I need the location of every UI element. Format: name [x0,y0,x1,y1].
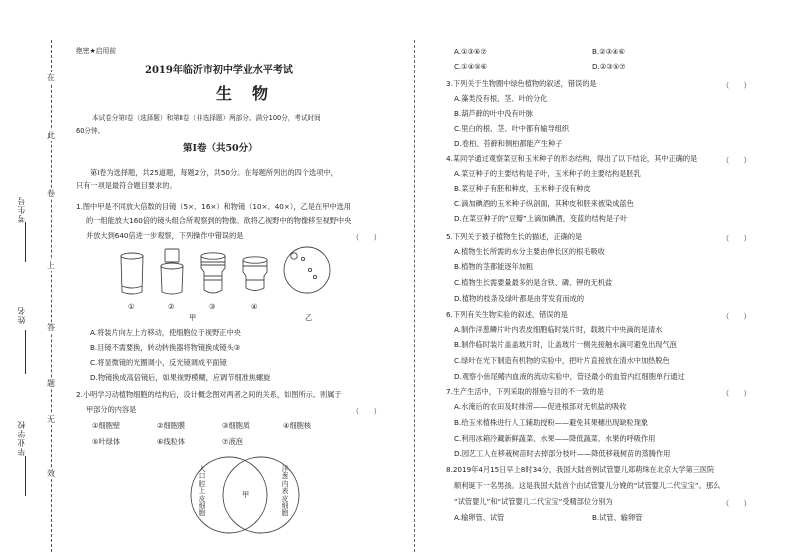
figure-label-yi: 乙 [305,313,313,322]
field-line-school[interactable] [25,456,26,496]
instructions-line-2: 60分钟。 [76,127,105,135]
q6-stem: 6.下列有关生物实验的叙述，错误的是 [446,310,568,319]
lens-number-1: ① [128,302,135,311]
q4-stem: 4.某同学通过观察菜豆和玉米种子的形态结构，得出了以下结论，其中正确的是 [446,154,698,163]
q1-option-d: D.物镜换成高倍镜后，如果视野模糊，应调节细准焦螺旋 [90,373,271,382]
section-intro-1: 第Ⅰ卷为选择题，共25道题，每题2分，共50分。在每题所列出的四个选项中， [90,168,338,177]
q3-option-b: B.葫芦藓的叶中没有叶脉 [454,109,534,118]
q8-line-3: “试管婴儿”和“试管婴儿二代宝宝”受精部位分别为 [454,497,613,506]
field-line-name[interactable] [25,330,26,374]
q1-answer-paren[interactable]: （ ） [352,233,381,242]
secret-mark: 绝密★启用前 [76,47,117,55]
q8-answer-paren[interactable]: （ ） [722,499,751,508]
field-line-exam-number[interactable] [25,222,26,262]
q3-option-c: C.里白的根、茎、叶中都有输导组织 [454,124,570,133]
q1-line-2: 的一组能放大160倍的镜头组合所观察到的物像。欲将乙视野中的物像移至视野中央 [86,216,352,225]
q1-option-a: A.将装片向左上方移动，使细胞位于视野正中央 [90,328,241,337]
venn-left-label: 人口腔上皮细胞 [198,465,206,518]
q7-option-c: C.利用冰箱冷藏新鲜蔬菜、水果——降低蔬菜、水果的呼吸作用 [454,434,656,443]
binding-char: 效 [44,468,58,479]
prev-option-a: A.①③⑥⑦ [454,47,487,56]
prev-option-d: D.②③⑤⑦ [592,62,626,71]
q8-option-b: B.试管、输卵管 [592,513,643,522]
q7-answer-paren[interactable]: （ ） [722,389,751,398]
q4-option-d: D.在菜豆种子的“豆瓣”上滴加碘酒，变蓝的结构是子叶 [454,214,628,223]
q2-item-4: ④细胞核 [283,421,312,430]
microscope-lens-figure [110,246,360,318]
binding-char: 卷 [44,188,58,199]
q2-item-1: ①细胞壁 [92,421,121,430]
q7-option-b: B.给玉米植株进行人工辅助授粉——避免其果穗出现缺粒现象 [454,418,649,427]
q5-option-b: B.植物的茎都能逐年加粗 [454,262,534,271]
binding-char: 在 [44,72,58,83]
binding-char: 答 [44,322,58,333]
q5-option-c: C.植物生长需要量最多的是含铁、磷、钾的无机盐 [454,278,613,287]
q2-item-7: ⑦液泡 [222,437,243,446]
q1-line-3: 并放大到640倍进一步观察，下列操作中错误的是 [86,231,244,240]
q6-option-b: B.制作临时装片盖盖玻片时，让盖玻片一侧先接触水滴可避免出现气泡 [454,340,677,349]
exam-title: 2019年临沂市初中学业水平考试 [145,65,293,76]
lens-number-4: ④ [251,302,258,311]
section-title: 第Ⅰ卷（共50分） [183,143,258,154]
lens-number-3: ③ [209,302,216,311]
q1-option-c: C.将显微镜的光圈调小，反光镜调成平面镜 [90,358,227,367]
q4-option-c: C.滴加碘酒的玉米种子纵剖面，其种皮和胚来被染成蓝色 [454,199,634,208]
section-intro-2: 只有一项是最符合题目要求的。 [76,181,177,190]
q6-answer-paren[interactable]: （ ） [722,312,751,321]
binding-char: 无 [44,414,58,425]
instructions-line-1: 本试卷分第Ⅰ卷（选择题）和第Ⅱ卷（非选择题）两部分。满分100分，考试时间 [92,114,321,122]
binding-char: 题 [44,378,58,389]
q8-option-a: A.输卵管、试管 [454,513,505,522]
q3-option-d: D.卷柏、苔藓和侧柏都能产生种子 [454,139,563,148]
q2-line-2: 甲部分的内容是 [86,405,137,414]
prev-option-c: C.①④⑤⑥ [454,62,488,71]
q6-option-a: A.制作洋葱鳞片叶内表皮细胞临时装片时，载玻片中央滴的是清水 [454,325,663,334]
q5-stem: 5.下列关于被子植物生长的描述，正确的是 [446,232,583,241]
q5-option-d: D.植物的枝条及绿叶都是由芽发育而成的 [454,294,585,303]
q2-item-5: ⑤叶绿体 [92,437,121,446]
q4-option-a: A.菜豆种子的主要结构是子叶，玉米种子的主要结构是胚乳 [454,169,641,178]
q8-line-1: 8.2019年4月15日早上8时34分，我国大陆首例试管婴儿郑萌珠在北京大学第三医院 [446,465,715,474]
q4-option-b: B.菜豆种子有胚和种皮，玉米种子没有种皮 [454,184,591,193]
figure-label-jia: 甲 [189,313,197,322]
q5-answer-paren[interactable]: （ ） [722,234,751,243]
field-label-name: 姓名 [17,306,26,324]
q6-option-d: D.观察小鱼尾鳍内血液的流动实验中，管径最小的血管内红细胞单行通过 [454,372,685,381]
q2-line-1: 2.小明学习动植物细胞的结构后，设计概念图对两者之间的关系，如图所示。则属于 [76,390,342,399]
lens-number-2: ② [168,302,175,311]
q2-answer-paren[interactable]: （ ） [352,407,381,416]
q1-option-b: B.目镜不需要换，转动转换器将物镜换成镜头③ [90,343,241,352]
q7-option-d: D.园艺工人在移栽树苗时去掉部分枝叶——降低移栽树苗的蒸腾作用 [454,449,671,458]
q7-stem: 7.生产生活中，下列采取的措施与目的不一致的是 [446,387,604,396]
binding-char: 上 [44,260,58,271]
q6-option-c: C.绿叶在光下制造有机物的实验中，把叶片直接放在清水中加热脱色 [454,356,670,365]
q5-option-a: A.植物生长所需的水分主要由伸长区的根毛吸收 [454,247,605,256]
field-label-school: 毕业学校 [17,420,26,456]
q8-line-2: 顺利诞下一名男孩。这是我国大陆首个由试管婴儿分娩的“试管婴儿二代宝宝”。那么 [454,481,721,490]
q4-answer-paren[interactable]: （ ） [722,156,751,165]
venn-right-label: 洋葱内表皮细胞 [281,465,289,518]
prev-option-b: B.②③④⑥ [592,47,625,56]
binding-char: 此 [44,130,58,141]
venn-middle-label: 甲 [242,490,250,499]
column-divider [414,40,415,552]
q2-item-6: ⑥线粒体 [157,437,186,446]
q7-option-a: A.水淹后的农田及时排涝——促进根部对无机盐的吸收 [454,402,627,411]
q3-answer-paren[interactable]: （ ） [722,81,751,90]
q3-option-a: A.藻类没有根、茎、叶的分化 [454,94,548,103]
q3-stem: 3.下列关于生物圈中绿色植物的叙述，错误的是 [446,79,597,88]
q2-item-3: ③细胞质 [222,421,251,430]
field-label-exam-number: 考生号 [17,196,26,223]
q2-item-2: ②细胞膜 [157,421,186,430]
q1-line-1: 1.图中甲是不同放大倍数的目镜（5×、16×）和物镜（10×、40×），乙是在甲中选用 [76,202,351,211]
subject-title: 生 物 [216,84,271,103]
